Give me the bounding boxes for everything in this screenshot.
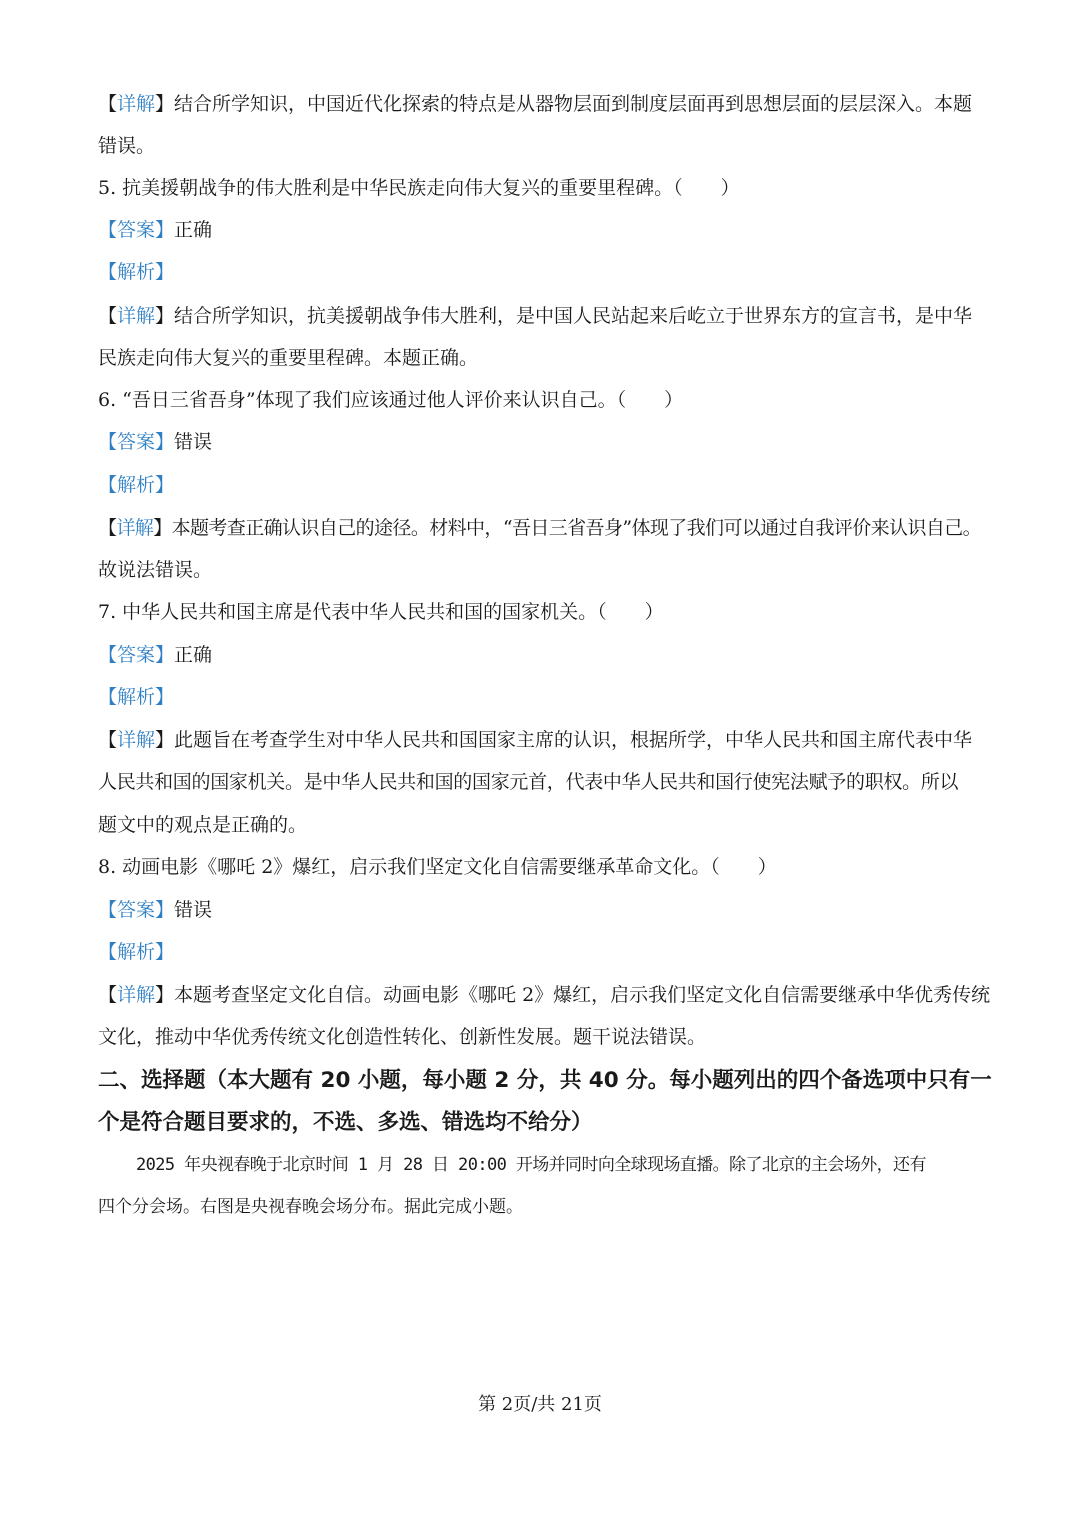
answer-tag: 【答案】 <box>98 899 175 921</box>
page-number: 第 2页/共 21页 <box>478 1394 602 1415</box>
section-heading-line-2: 个是符合题目要求的，不选、多选、错选均不给分） <box>98 1110 593 1135</box>
q5-detail-line-2: 民族走向伟大复兴的重要里程碑。本题正确。 <box>98 347 479 369</box>
q6-detail-line-2: 故说法错误。 <box>98 559 213 581</box>
answer-tag: 【答案】 <box>98 219 175 241</box>
q7-analysis <box>98 683 984 711</box>
material-line-2: 四个分会场。右图是央视春晚会场分布。据此完成小题。 <box>98 1197 523 1217</box>
q8-detail-line-2: 文化，推动中华优秀传统文化创造性转化、创新性发展。题干说法错误。 <box>98 1026 707 1048</box>
analysis-tag: 【解析】 <box>98 686 175 708</box>
analysis-tag: 【解析】 <box>98 941 175 963</box>
detail-tag: 【详解】 <box>98 517 172 539</box>
q6-detail-line-1: 【详解】本题考查正确认识自己的途径。材料中，“吾日三省吾身”体现了我们可以通过自我评价来认识自己。 <box>98 517 982 539</box>
section-heading-line-1: 二、选择题（本大题有 20 小题，每小题 2 分，共 40 分。每小题列出的四个备选项中只有一 <box>98 1068 992 1093</box>
q8-answer: 【答案】错误 <box>98 899 213 921</box>
q6-answer: 【答案】错误 <box>98 431 213 453</box>
q5-analysis <box>98 258 984 286</box>
q5-answer: 【答案】正确 <box>98 219 213 241</box>
q7-detail-line-3: 题文中的观点是正确的。 <box>98 814 308 836</box>
q8-analysis <box>98 938 984 966</box>
analysis-tag: 【解析】 <box>98 261 175 283</box>
material-line-1: 2025 年央视春晚于北京时间 1 月 28 日 20:00 开场并同时向全球现场直播。除了北京的主会场外，还有 <box>136 1155 926 1175</box>
q7-answer: 【答案】正确 <box>98 644 213 666</box>
q5-detail-line-1: 【详解】结合所学知识，抗美援朝战争伟大胜利，是中国人民站起来后屹立于世界东方的宣言书，是中华 <box>98 305 973 327</box>
q4-detail-line-1: 【详解】结合所学知识，中国近代化探索的特点是从器物层面到制度层面再到思想层面的层层深入。本题 <box>98 93 973 115</box>
q7-detail-line-1: 【详解】此题旨在考查学生对中华人民共和国国家主席的认识，根据所学，中华人民共和国主席代表中华 <box>98 729 973 751</box>
q4-detail-line-2: 错误。 <box>98 135 156 157</box>
q7-detail-line-2: 人民共和国的国家机关。是中华人民共和国的国家元首，代表中华人民共和国行使宪法赋予的职权。所以 <box>98 771 959 793</box>
q5-question: 5. 抗美援朝战争的伟大胜利是中华民族走向伟大复兴的重要里程碑。（ ） <box>98 177 740 199</box>
detail-tag: 【详解】 <box>98 305 175 327</box>
q6-analysis <box>98 471 984 499</box>
q7-question: 7. 中华人民共和国主席是代表中华人民共和国的国家机关。（ ） <box>98 601 664 623</box>
answer-tag: 【答案】 <box>98 644 175 666</box>
answer-tag: 【答案】 <box>98 431 175 453</box>
detail-tag: 【详解】 <box>98 729 175 751</box>
detail-tag: 【详解】 <box>98 93 175 115</box>
q8-detail-line-1: 【详解】本题考查坚定文化自信。动画电影《哪吒 2》爆红，启示我们坚定文化自信需要继承中华优秀传统 <box>98 984 991 1006</box>
q8-question: 8. 动画电影《哪吒 2》爆红，启示我们坚定文化自信需要继承革命文化。（ ） <box>98 856 777 878</box>
detail-tag: 【详解】 <box>98 984 175 1006</box>
analysis-tag: 【解析】 <box>98 474 175 496</box>
q6-question: 6. “吾日三省吾身”体现了我们应该通过他人评价来认识自己。（ ） <box>98 389 684 411</box>
